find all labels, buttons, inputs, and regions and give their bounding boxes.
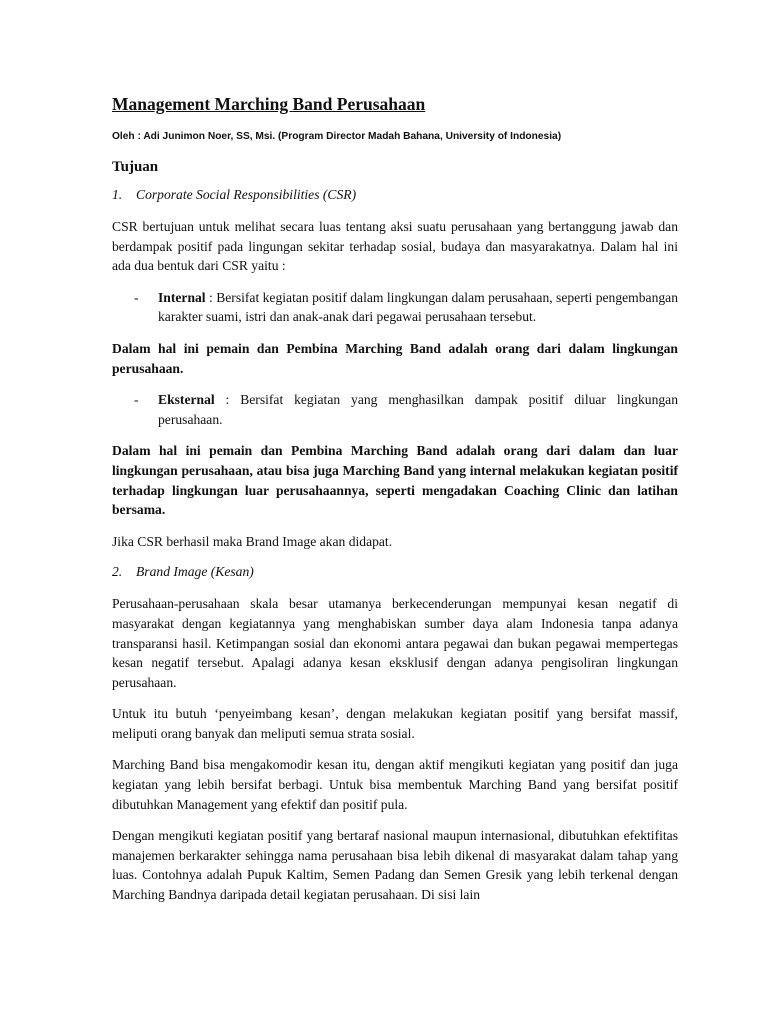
bullet-dash: - — [134, 289, 139, 305]
bullet-term: Internal — [158, 289, 206, 305]
list-item-brand-image — [112, 563, 678, 581]
bullet-eksternal — [112, 390, 678, 429]
paragraph-brand-image-1: Perusahaan-perusahaan skala besar utamanya berkecenderungan mempunyai kesan negatif di masyarakat dengan kegiatannya yang menghabiskan sumber daya alam Indonesia tanpa adanya transparansi hasil. Ketimpangan sosial dan ekonomi antara pegawai dan bukan pegawai mempertegas kesan negatif tersebut. Apalagi adanya kesan eksklusif dengan adanya pengisoliran lingkungan perusahaan. — [112, 596, 678, 690]
section-heading: Tujuan — [112, 159, 159, 175]
paragraph-csr-result: Jika CSR berhasil maka Brand Image akan didapat. — [112, 533, 393, 549]
document-title: Management Marching Band Perusahaan — [112, 94, 426, 114]
list-number: 2. — [112, 564, 123, 580]
paragraph-brand-image-2: Untuk itu butuh ‘penyeimbang kesan’, dengan melakukan kegiatan positif yang bersifat massif, meliputi orang banyak dan meliputi semua strata sosial. — [112, 706, 678, 741]
paragraph-brand-image-4: Dengan mengikuti kegiatan positif yang bertaraf nasional maupun internasional, dibutuhkan efektifitas manajemen berkarakter sehingga nama perusahaan bisa lebih dikenal di masyarakat dalam tahap yang luas. Contohnya adalah Pupuk Kaltim, Semen Padang dan Semen Gresik yang lebih terkenal dengan Marching Bandnya daripada detail kegiatan perusahaan. Di sisi lain — [112, 828, 678, 903]
paragraph-brand-image-3: Marching Band bisa mengakomodir kesan itu, dengan aktif mengikuti kegiatan yang positif dan juga kegiatan yang lebih bersifat berbagi. Untuk bisa membentuk Marching Band yang bersifat positif dibutuhkan Management yang efektif dan positif pula. — [112, 757, 678, 812]
list-item-csr — [112, 186, 678, 204]
paragraph-internal-note: Dalam hal ini pemain dan Pembina Marching Band adalah orang dari dalam lingkungan perusahaan. — [112, 340, 678, 376]
bullet-dash: - — [134, 392, 139, 408]
bullet-term: Eksternal — [158, 392, 215, 408]
list-item-label: Brand Image (Kesan) — [136, 564, 254, 580]
bullet-internal — [112, 288, 678, 327]
document-page — [112, 92, 678, 917]
paragraph-eksternal-note: Dalam hal ini pemain dan Pembina Marching Band adalah orang dari dalam dan luar lingkungan perusahaan, atau bisa juga Marching Band yang internal melakukan kegiatan positif terhadap lingkungan luar perusahaannya, seperti mengadakan Coaching Clinic dan latihan bersama. — [112, 443, 678, 518]
bullet-text: : Bersifat kegiatan positif dalam lingkungan dalam perusahaan, seperti pengembangan karakter suami, istri dan anak-anak dari pegawai perusahaan tersebut. — [158, 289, 678, 325]
list-number: 1. — [112, 187, 123, 202]
paragraph-csr-intro: CSR bertujuan untuk melihat secara luas tentang aksi suatu perusahaan yang bertanggung jawab dan berdampak positif pada lingungan sekitar terhadap sosial, budaya dan masyarakatnya. Dalam hal ini ada dua bentuk dari CSR yaitu : — [112, 219, 678, 274]
author-line: Oleh : Adi Junimon Noer, SS, Msi. (Program Director Madah Bahana, University of Indonesia) — [112, 131, 562, 142]
bullet-text: : Bersifat kegiatan yang menghasilkan dampak positif diluar lingkungan perusahaan. — [158, 392, 678, 427]
list-item-label: Corporate Social Responsibilities (CSR) — [136, 187, 357, 202]
